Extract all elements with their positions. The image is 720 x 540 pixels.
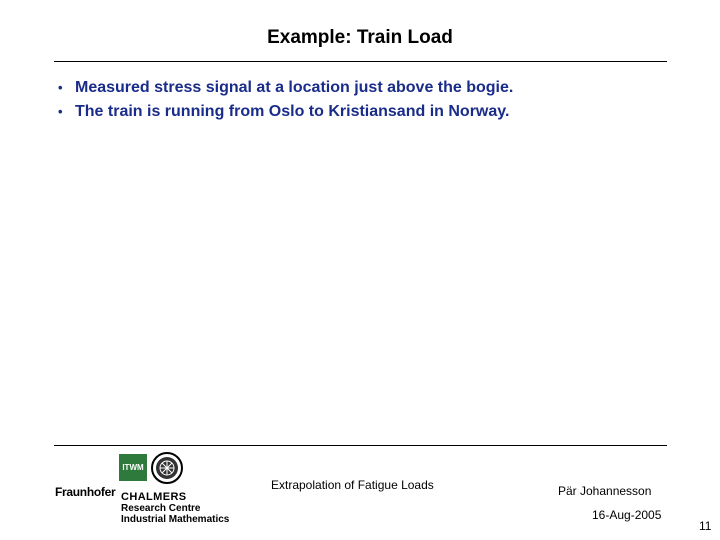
page-number: 11: [699, 519, 712, 533]
bullet-text: The train is running from Oslo to Kristiansand in Norway.: [75, 103, 510, 120]
bullet-text: Measured stress signal at a location just above the bogie.: [75, 79, 514, 96]
chalmers-seal-icon: [151, 452, 183, 484]
bullet-list: [58, 76, 513, 124]
bullet-item: [58, 100, 513, 124]
author-name: Pär Johannesson: [558, 484, 652, 498]
chalmers-logo-line2: Research Centre: [121, 503, 201, 514]
chalmers-logo: [121, 492, 229, 525]
presentation-date: 16-Aug-2005: [592, 508, 662, 522]
title-divider: [54, 61, 667, 62]
fraunhofer-logo: Fraunhofer: [55, 485, 116, 499]
bullet-item: [58, 76, 513, 100]
chalmers-logo-name: CHALMERS: [121, 491, 187, 503]
itwm-logo: ITWM: [119, 454, 147, 481]
presentation-title: Extrapolation of Fatigue Loads: [271, 478, 434, 492]
bullet-icon: •: [58, 104, 63, 119]
slide-title: Example: Train Load: [267, 27, 453, 48]
footer-divider: [54, 445, 667, 446]
chalmers-logo-line3: Industrial Mathematics: [121, 514, 230, 525]
bullet-icon: •: [58, 80, 63, 95]
